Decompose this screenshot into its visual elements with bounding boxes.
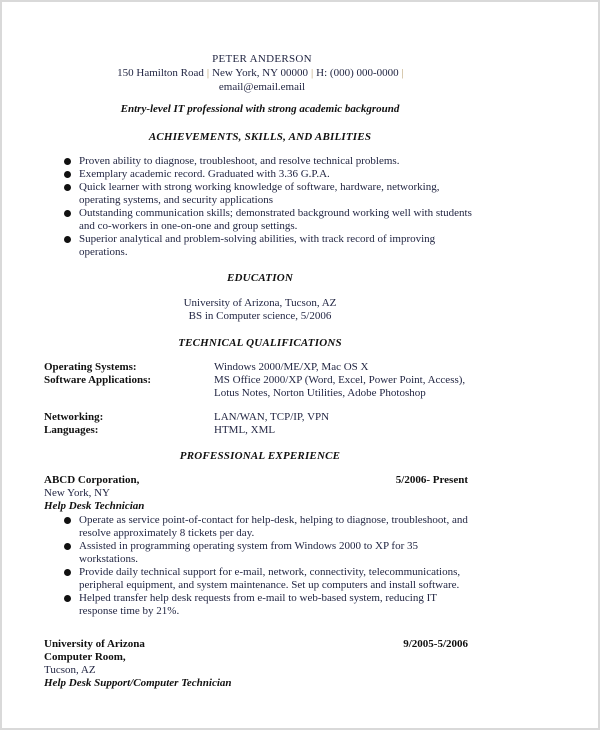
job-dates: 9/2005-5/2006 xyxy=(403,638,468,650)
job-location: New York, NY xyxy=(44,487,111,499)
separator: | xyxy=(401,67,404,79)
separator: | xyxy=(206,67,210,79)
job-location: Tucson, AZ xyxy=(44,664,96,676)
job-title: Help Desk Support/Computer Technician xyxy=(44,677,232,689)
tq-label: Software Applications: xyxy=(44,374,152,386)
achievements-list xyxy=(62,155,472,259)
job-dates: 5/2006- Present xyxy=(395,474,468,486)
bullet-icon xyxy=(64,171,71,178)
technical-heading: TECHNICAL QUALIFICATIONS xyxy=(178,337,342,349)
list-item: Helped transfer help desk requests from e-mail to web-based system, reducing IT response time by 21%. xyxy=(62,592,474,618)
tq-value: Windows 2000/ME/XP, Mac OS X xyxy=(214,361,369,373)
tq-row-networking xyxy=(44,411,484,424)
tq-row-languages xyxy=(44,424,484,437)
bullet-icon xyxy=(64,210,71,217)
experience-heading: PROFESSIONAL EXPERIENCE xyxy=(179,450,341,462)
bullet-icon xyxy=(64,517,71,524)
tq-label: Languages: xyxy=(44,424,99,436)
list-item: Superior analytical and problem-solving abilities, with track record of improving operations. xyxy=(62,233,472,259)
education-school: University of Arizona, Tucson, AZ xyxy=(183,297,337,309)
bullet-icon xyxy=(64,543,71,550)
tagline: Entry-level IT professional with strong academic background xyxy=(120,103,400,115)
bullet-icon xyxy=(64,236,71,243)
list-item: Exemplary academic record. Graduated with 3.36 G.P.A. xyxy=(62,168,472,181)
tq-label: Networking: xyxy=(44,411,104,423)
tq-row-software xyxy=(44,374,484,400)
list-item: Assisted in programming operating system from Windows 2000 to XP for 35 workstations. xyxy=(62,540,474,566)
list-item: Quick learner with strong working knowledge of software, hardware, networking, operating systems, and security applications xyxy=(62,181,472,207)
job-department: Computer Room, xyxy=(44,651,126,663)
bullet-icon xyxy=(64,158,71,165)
job-title: Help Desk Technician xyxy=(44,500,145,512)
email: email@email.email xyxy=(218,81,306,93)
tq-label: Operating Systems: xyxy=(44,361,137,373)
tq-row-os xyxy=(44,361,484,374)
tq-value: HTML, XML xyxy=(214,424,276,436)
job-company: University of Arizona xyxy=(44,638,145,650)
phone: H: (000) 000-0000 xyxy=(316,67,399,79)
job-company: ABCD Corporation, xyxy=(44,474,140,486)
list-item: Outstanding communication skills; demonstrated background working well with students and co-workers in one-on-one and group settings. xyxy=(62,207,472,233)
list-item: Operate as service point-of-contact for help-desk, helping to diagnose, troubleshoot, and resolve approximately 8 tickets per day. xyxy=(62,514,474,540)
job-bullets xyxy=(62,514,474,618)
candidate-name: PETER ANDERSON xyxy=(212,53,312,65)
tq-value: LAN/WAN, TCP/IP, VPN xyxy=(214,411,330,423)
list-item: Proven ability to diagnose, troubleshoot, and resolve technical problems. xyxy=(62,155,472,168)
contact-line xyxy=(2,67,522,80)
bullet-icon xyxy=(64,184,71,191)
education-degree: BS in Computer science, 5/2006 xyxy=(188,310,332,322)
address: 150 Hamilton Road xyxy=(117,67,204,79)
education-heading: EDUCATION xyxy=(227,272,293,284)
city: New York, NY 00000 xyxy=(212,67,308,79)
bullet-icon xyxy=(64,569,71,576)
tq-value: MS Office 2000/XP (Word, Excel, Power Point, Access), Lotus Notes, Norton Utilities, Adobe Photoshop xyxy=(214,374,466,399)
list-item: Provide daily technical support for e-mail, network, connectivity, telecommunications, peripheral equipment, and system maintenance. Set up computers and install software. xyxy=(62,566,474,592)
achievements-heading: ACHIEVEMENTS, SKILLS, AND ABILITIES xyxy=(148,131,372,143)
bullet-icon xyxy=(64,595,71,602)
separator: | xyxy=(310,67,314,79)
